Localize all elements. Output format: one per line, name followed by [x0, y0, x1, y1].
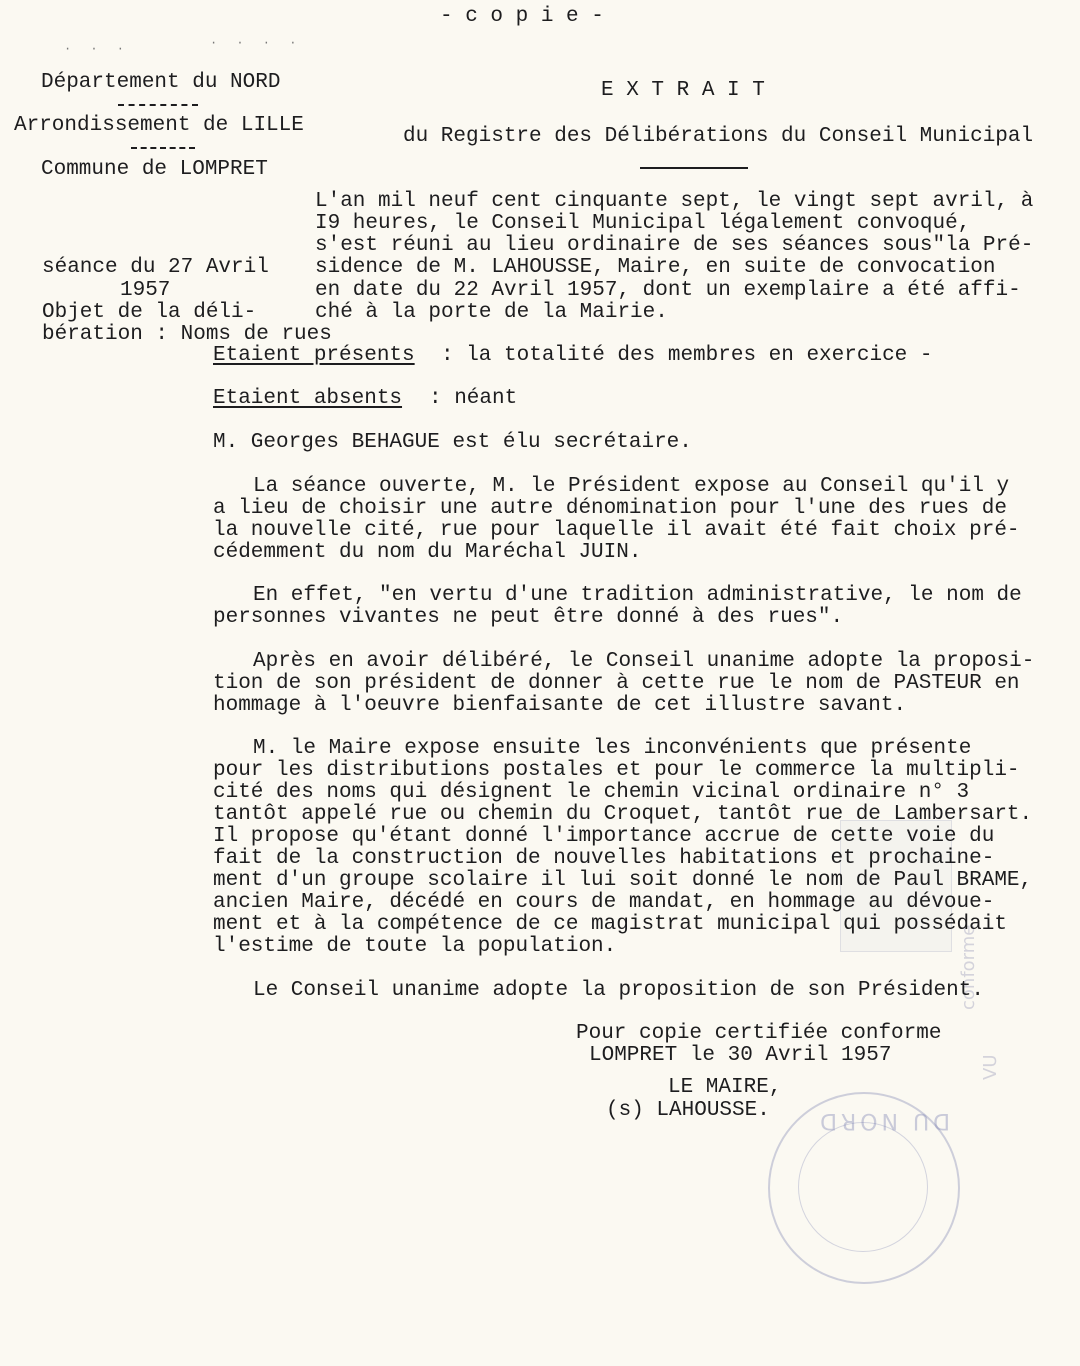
present-value: : la totalité des membres en exercice -	[441, 344, 933, 367]
body-line: Le Conseil unanime adopte la proposition de son Président.	[253, 979, 984, 1002]
body-line: a lieu de choisir une autre dénomination pour l'une des rues de	[213, 497, 1007, 520]
extract-title: E X T R A I T	[601, 79, 765, 102]
body-line: ancien Maire, décédé en cours de mandat, en hommage au dévoue-	[213, 891, 995, 914]
bleed-through-text: conforme	[958, 924, 979, 1010]
body-line: En effet, "en vertu d'une tradition administrative, le nom de	[253, 584, 1022, 607]
paper-specks-2: · · · ·	[210, 36, 303, 50]
mayor-signature: (s) LAHOUSSE.	[606, 1099, 770, 1122]
seance-date: séance du 27 Avril	[42, 256, 269, 279]
register-subtitle: du Registre des Délibérations du Conseil Municipal	[403, 125, 1034, 148]
objet-line-1: Objet de la déli-	[42, 301, 257, 324]
body-line: la nouvelle cité, rue pour laquelle il avait été fait choix pré-	[213, 519, 1020, 542]
body-line: La séance ouverte, M. le Président expose au Conseil qu'il y	[253, 475, 1010, 498]
paper-specks: · · ·	[64, 42, 131, 56]
body-line: M. le Maire expose ensuite les inconvénients que présente	[253, 737, 972, 760]
body-line: fait de la construction de nouvelles habitations et prochaine-	[213, 847, 995, 870]
bleed-through-text-2: VU	[980, 1054, 1001, 1080]
commune-label: Commune de LOMPRET	[41, 158, 268, 181]
official-stamp	[768, 1092, 960, 1284]
department-label: Département du NORD	[41, 71, 281, 94]
body-line: personnes vivantes ne peut être donné à des rues".	[213, 606, 844, 629]
arrondissement-label: Arrondissement de LILLE	[14, 114, 304, 137]
title-rule	[640, 167, 748, 169]
place-date-line: LOMPRET le 30 Avril 1957	[589, 1044, 892, 1067]
body-line: Après en avoir délibéré, le Conseil unanime adopte la proposi-	[253, 650, 1035, 673]
intro-line: ché à la porte de la Mairie.	[315, 301, 668, 324]
body-line: Il propose qu'étant donné l'importance accrue de cette voie du	[213, 825, 995, 848]
body-line: pour les distributions postales et pour le commerce la multipli-	[213, 759, 1020, 782]
body-line: ment d'un groupe scolaire il lui soit donné le nom de Paul BRAME,	[213, 869, 1033, 892]
intro-line: L'an mil neuf cent cinquante sept, le vingt sept avril, à	[315, 190, 1034, 213]
mayor-role: LE MAIRE,	[668, 1076, 782, 1099]
body-line: hommage à l'oeuvre bienfaisante de cet illustre savant.	[213, 694, 907, 717]
body-line: cédemment du nom du Maréchal JUIN.	[213, 541, 642, 564]
stamp-inner-ring	[798, 1122, 928, 1252]
intro-line: en date du 22 Avril 1957, dont un exemplaire a été affi-	[315, 279, 1021, 302]
seance-year: 1957	[120, 279, 171, 302]
body-line: tion de son président de donner à cette rue le nom de PASTEUR en	[213, 672, 1020, 695]
header-divider-2	[131, 147, 195, 149]
absent-value: : néant	[429, 387, 518, 410]
header-divider-1	[118, 104, 198, 106]
body-line: cité des noms qui désignent le chemin vicinal ordinaire n° 3	[213, 781, 970, 804]
copy-mark: - c o p i e -	[440, 5, 604, 28]
objet-line-2: bération : Noms de rues	[42, 323, 332, 346]
body-line: l'estime de toute la population.	[213, 935, 617, 958]
absent-label: Etaient absents	[213, 387, 403, 410]
secretary-line: M. Georges BEHAGUE est élu secrétaire.	[213, 431, 692, 454]
intro-line: s'est réuni au lieu ordinaire de ses séances sous"la Pré-	[315, 234, 1034, 257]
intro-line: sidence de M. LAHOUSSE, Maire, en suite de convocation	[315, 256, 996, 279]
intro-line: I9 heures, le Conseil Municipal légalement convoqué,	[315, 212, 971, 235]
body-line: ment et à la compétence de ce magistrat municipal qui possédait	[213, 913, 1007, 936]
present-label: Etaient présents	[213, 344, 415, 367]
body-line: tantôt appelé rue ou chemin du Croquet, tantôt rue de Lambersart.	[213, 803, 1033, 826]
certified-line: Pour copie certifiée conforme	[576, 1022, 942, 1045]
stamp-text: DU NORD	[816, 1108, 951, 1133]
